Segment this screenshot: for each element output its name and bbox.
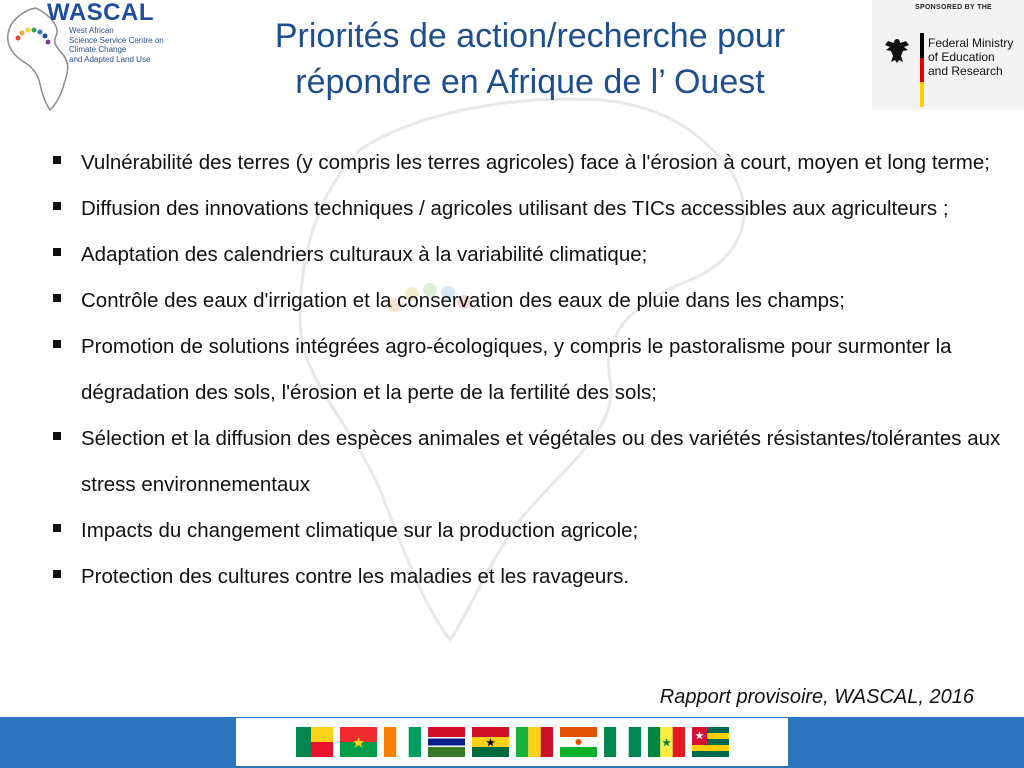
ministry-line: and Research	[928, 64, 1003, 78]
bmbf-sponsor-logo	[872, 0, 1024, 110]
member-flags-strip	[236, 718, 788, 766]
wascal-subtitle-line: and Adapted Land Use	[69, 54, 151, 64]
niger-flag	[560, 727, 597, 757]
sponsor-label: SPONSORED BY THE	[915, 4, 993, 11]
ministry-line: of Education	[928, 50, 995, 64]
list-item: Promotion de solutions intégrées agro-écologiques, y compris le pastoralisme pour surmonter la dégradation des sols, l'érosion et la perte de la fertilité des sols;	[50, 324, 1010, 416]
list-item: Impacts du changement climatique sur la production agricole;	[50, 508, 1010, 554]
slide-title	[210, 13, 850, 105]
list-item: Vulnérabilité des terres (y compris les terres agricoles) face à l'érosion à court, moyen et long terme;	[50, 140, 1010, 186]
benin-flag	[296, 727, 333, 757]
list-item: Diffusion des innovations techniques / agricoles utilisant des TICs accessibles aux agriculteurs ;	[50, 186, 1010, 232]
wascal-subtitle	[69, 26, 177, 64]
wascal-wordmark: WASCAL	[47, 0, 154, 26]
ministry-name	[928, 36, 1013, 78]
list-item: Contrôle des eaux d'irrigation et la conservation des eaux de pluie dans les champs;	[50, 278, 1010, 324]
wascal-subtitle-line: Science Service Centre on	[69, 35, 164, 45]
slide-title-line: répondre en Afrique de l’ Ouest	[295, 63, 765, 101]
list-item: Protection des cultures contre les maladies et les ravageurs.	[50, 554, 1010, 600]
german-eagle-icon	[882, 36, 912, 66]
burkina-faso-flag	[340, 727, 377, 757]
ghana-flag	[472, 727, 509, 757]
senegal-flag	[648, 727, 685, 757]
wascal-logo	[0, 0, 178, 112]
list-item: Sélection et la diffusion des espèces animales et végétales ou des variétés résistantes/tolérantes aux stress environnementaux	[50, 416, 1010, 508]
ministry-line: Federal Ministry	[928, 36, 1014, 50]
german-flag-bar	[920, 33, 924, 107]
mali-flag	[516, 727, 553, 757]
gambia-flag	[428, 727, 465, 757]
togo-flag	[692, 727, 729, 757]
cote-divoire-flag	[384, 727, 421, 757]
source-citation: Rapport provisoire, WASCAL, 2016	[659, 686, 974, 708]
slide-title-line: Priorités de action/recherche pour	[274, 17, 786, 55]
wascal-subtitle-line: Climate Change	[69, 45, 127, 54]
priority-list	[50, 140, 1010, 600]
list-item: Adaptation des calendriers culturaux à la variabilité climatique;	[50, 232, 1010, 278]
wascal-subtitle-line: West African	[69, 26, 114, 35]
nigeria-flag	[604, 727, 641, 757]
